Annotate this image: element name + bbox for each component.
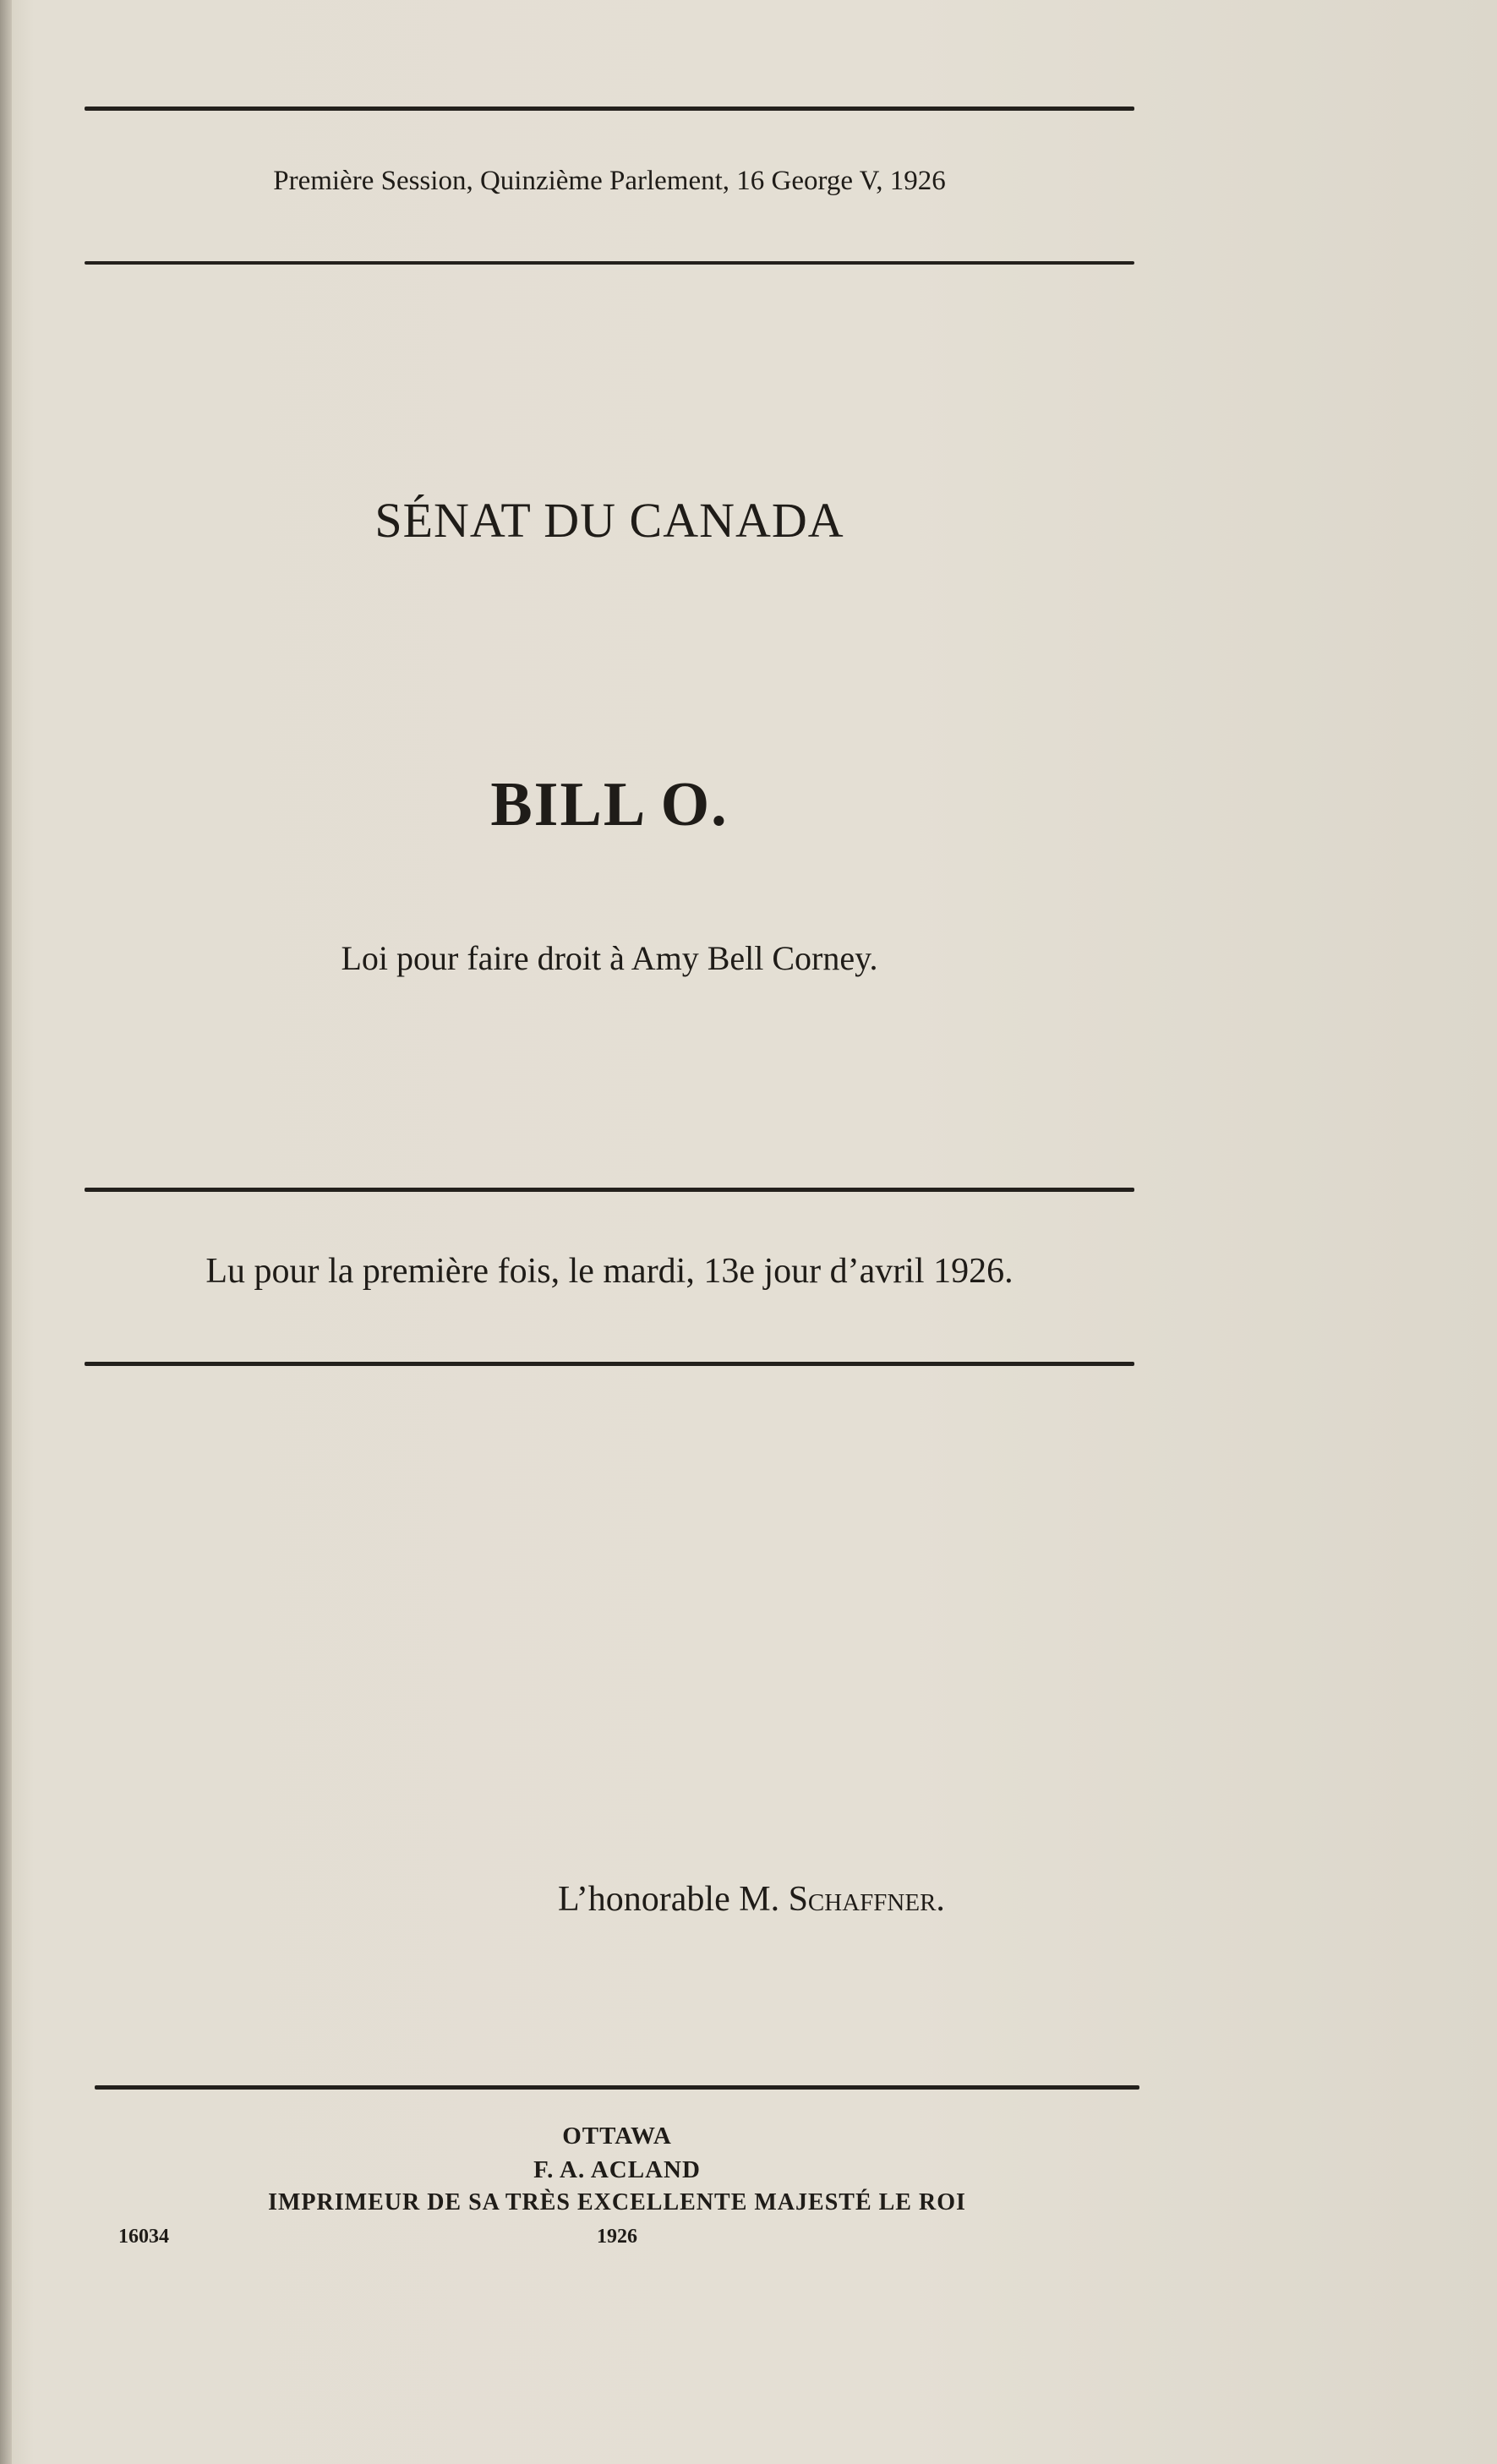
imprint-city: OTTAWA bbox=[562, 2123, 672, 2150]
imprint-rule bbox=[95, 2085, 1139, 2090]
session-line: Première Session, Quinzième Parlement, 16 George V, 1926 bbox=[273, 166, 946, 196]
page-binding-edge bbox=[0, 0, 12, 2464]
chamber-title: SÉNAT DU CANADA bbox=[374, 493, 844, 548]
bill-title: BILL O. bbox=[490, 770, 729, 839]
sponsor-prefix: L’honorable M. bbox=[558, 1880, 789, 1919]
sponsor-line bbox=[558, 1879, 945, 1920]
imprint-office: IMPRIMEUR DE SA TRÈS EXCELLENTE MAJESTÉ LE ROI bbox=[268, 2189, 966, 2215]
print-code: 16034 bbox=[118, 2226, 169, 2248]
imprint-printer: F. A. ACLAND bbox=[533, 2156, 701, 2183]
imprint-year: 1926 bbox=[597, 2226, 637, 2248]
reading-bottom-rule bbox=[85, 1362, 1134, 1366]
top-rule bbox=[85, 107, 1134, 111]
bill-subject: Loi pour faire droit à Amy Bell Corney. bbox=[341, 939, 878, 977]
sponsor-name: Schaffner. bbox=[788, 1880, 945, 1919]
reading-top-rule bbox=[85, 1188, 1134, 1192]
header-bottom-rule bbox=[85, 261, 1134, 265]
first-reading-line: Lu pour la première fois, le mardi, 13e jour d’avril 1926. bbox=[205, 1252, 1013, 1291]
